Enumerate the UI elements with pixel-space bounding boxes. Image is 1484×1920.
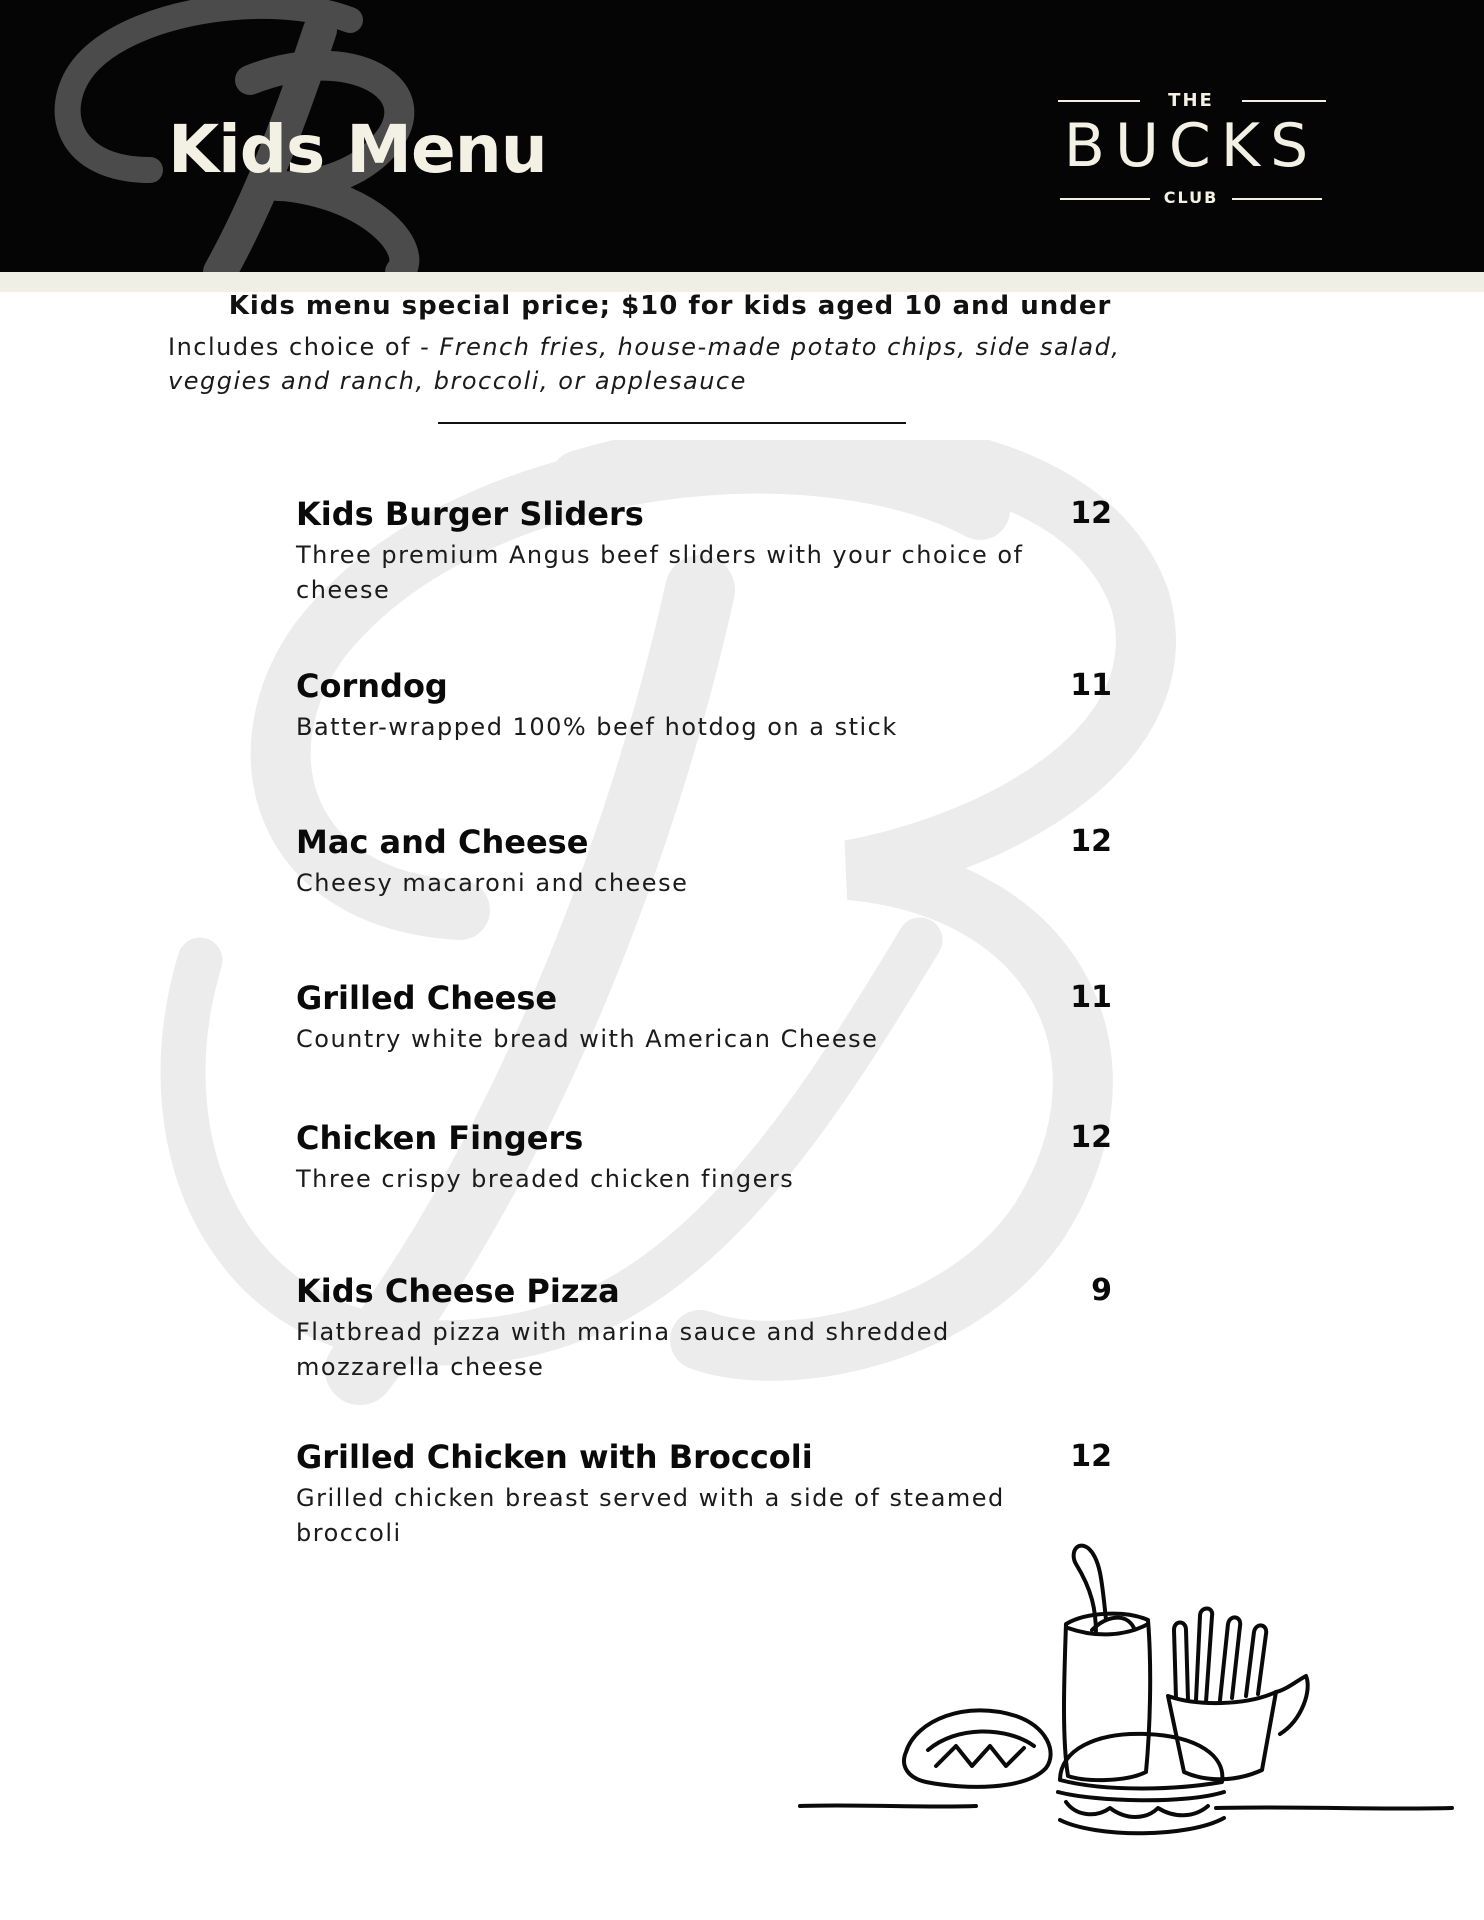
page-title: Kids Menu — [168, 111, 547, 188]
menu-item — [296, 494, 1112, 608]
menu-item-price: 12 — [1070, 1120, 1112, 1155]
includes-prefix: Includes choice of - — [168, 333, 440, 361]
menu-item — [296, 1118, 1112, 1197]
menu-item-price: 12 — [1070, 1439, 1112, 1474]
menu-item-description: Cheesy macaroni and cheese — [296, 869, 689, 897]
header-banner — [0, 0, 1484, 272]
menu-item — [296, 978, 1112, 1057]
logo-club-text: CLUB — [1163, 188, 1219, 207]
menu-item-name: Chicken Fingers — [296, 1119, 584, 1157]
menu-item-description: Three crispy breaded chicken fingers — [296, 1165, 795, 1193]
menu-item-name: Kids Burger Sliders — [296, 495, 644, 533]
menu-item-description: Grilled chicken breast served with a side of steamed broccoli — [296, 1484, 1005, 1547]
includes-choice-text — [168, 330, 1188, 398]
menu-item — [296, 1271, 1112, 1385]
logo-bucks-text: BUCKS — [1063, 111, 1319, 181]
menu-item-description: Flatbread pizza with marina sauce and shredded mozzarella cheese — [296, 1318, 950, 1381]
menu-item — [296, 666, 1112, 745]
menu-item-price: 11 — [1070, 980, 1112, 1015]
section-divider — [438, 422, 906, 424]
menu-item-description: Batter-wrapped 100% beef hotdog on a stick — [296, 713, 898, 741]
menu-item-name: Grilled Chicken with Broccoli — [296, 1438, 813, 1476]
menu-item-price: 11 — [1070, 668, 1112, 703]
menu-item-price: 12 — [1070, 496, 1112, 531]
menu-item-name: Mac and Cheese — [296, 823, 589, 861]
includes-options: French fries, house-made potato chips, side salad, veggies and ranch, broccoli, or applesauce — [168, 333, 1121, 395]
menu-item-name: Corndog — [296, 667, 448, 705]
special-price-headline: Kids menu special price; $10 for kids aged 10 and under — [228, 291, 1112, 321]
kids-meal-line-art-illustration — [796, 1520, 1456, 1860]
menu-item-description: Country white bread with American Cheese — [296, 1025, 879, 1053]
menu-item-name: Kids Cheese Pizza — [296, 1272, 620, 1310]
menu-item-price: 12 — [1070, 824, 1112, 859]
bucks-club-logo — [1056, 84, 1326, 214]
logo-the-text: THE — [1168, 90, 1214, 111]
menu-item-description: Three premium Angus beef sliders with your choice of cheese — [296, 541, 1024, 604]
menu-item-price: 9 — [1091, 1273, 1112, 1308]
menu-item — [296, 822, 1112, 901]
menu-item-name: Grilled Cheese — [296, 979, 558, 1017]
